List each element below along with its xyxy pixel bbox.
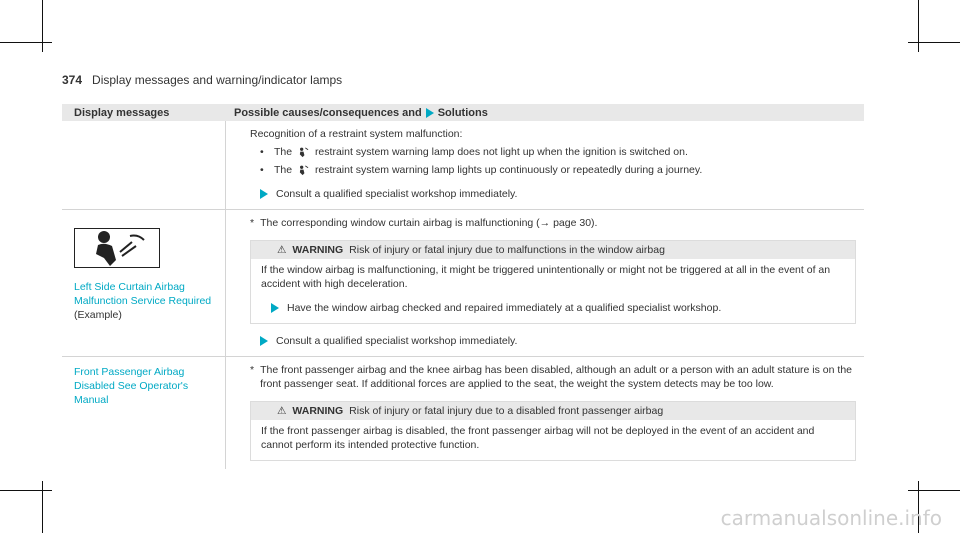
col-header-causes: Possible causes/consequences and Solutions bbox=[234, 106, 488, 119]
page-title: Display messages and warning/indicator lamps bbox=[92, 73, 343, 87]
crop-mark bbox=[0, 490, 52, 491]
play-arrow-icon bbox=[271, 303, 279, 313]
list-item: • The restraint system warning lamp does not light up when the ignition is switched on. bbox=[260, 146, 688, 158]
crop-mark bbox=[908, 490, 960, 491]
page-header bbox=[62, 73, 342, 87]
row3-message: Front Passenger Airbag Disabled See Operator's Manual bbox=[74, 366, 189, 406]
play-arrow-icon bbox=[260, 189, 268, 199]
curtain-airbag-icon bbox=[74, 228, 160, 268]
airbag-warning-icon bbox=[298, 147, 309, 158]
row2-message: Left Side Curtain Airbag Malfunction Service Required (Example) bbox=[74, 281, 212, 321]
action-step: Have the window airbag checked and repaired immediately at a qualified specialist workshop. bbox=[271, 301, 847, 315]
table-row bbox=[62, 121, 864, 210]
play-arrow-icon bbox=[260, 336, 268, 346]
table-row: Left Side Curtain Airbag Malfunction Service Required (Example) * The corresponding window curtain airbag is malfunctioning (→ page 30). ⚠ WARNING Risk of injury or fatal injury due to malfunctions in the window airbag If the window airbag is malfunctioning, it might be triggered unintentionally or might not be triggered at all in the event of an accident with high deceleration. Have the window airbag checked and repaired immediately at a qualified specialist workshop. Consult a qualified specialist workshop immediately. bbox=[62, 210, 864, 357]
page-number: 374 bbox=[62, 73, 83, 87]
warning-box: ⚠ WARNING Risk of injury or fatal injury due to malfunctions in the window airbag If the window airbag is malfunctioning, it might be triggered unintentionally or might not be triggered at all in the event of an accident with high deceleration. Have the window airbag checked and repaired immediately at a qualified specialist workshop. bbox=[250, 240, 856, 324]
action-step: Consult a qualified specialist workshop immediately. bbox=[260, 334, 856, 348]
crop-mark bbox=[0, 42, 52, 43]
col-header-messages: Display messages bbox=[74, 106, 170, 119]
row2-cause: The corresponding window curtain airbag is malfunctioning (→ page 30). bbox=[260, 217, 598, 229]
warning-box: ⚠ WARNING Risk of injury or fatal injury due to a disabled front passenger airbag If the front passenger airbag is disabled, the front passenger airbag will not be deployed in the event of an accident and cannot perform its intended protective function. bbox=[250, 401, 856, 461]
row1-intro: Recognition of a restraint system malfunction: bbox=[250, 128, 463, 140]
warning-triangle-icon: ⚠ bbox=[277, 244, 287, 256]
messages-table bbox=[62, 104, 864, 469]
table-row: Front Passenger Airbag Disabled See Operator's Manual * The front passenger airbag and the knee airbag has been disabled, although an adult or a person with an adult stature is on the front passenger seat. If additional forces are applied to the seat, the weight the system detects may be too low. ⚠ WARNING Risk of injury or fatal injury due to a disabled front passenger airbag If the front passenger airbag is disabled, the front passenger airbag will not be deployed in the event of an accident and cannot perform its intended protective function. bbox=[62, 357, 864, 469]
play-arrow-icon bbox=[426, 108, 434, 118]
airbag-warning-icon bbox=[298, 165, 309, 176]
crop-mark bbox=[908, 42, 960, 43]
table-header bbox=[62, 104, 864, 121]
crop-mark bbox=[42, 0, 43, 52]
watermark: carmanualsonline.info bbox=[720, 506, 942, 530]
action-step: Consult a qualified specialist workshop immediately. bbox=[260, 187, 856, 201]
row3-cause: The front passenger airbag and the knee airbag has been disabled, although an adult or a person with an adult stature is on the front passenger seat. If additional forces are applied to the seat, the weight the system detects may be too low. bbox=[260, 364, 853, 390]
warning-triangle-icon: ⚠ bbox=[277, 405, 287, 417]
list-item: • The restraint system warning lamp lights up continuously or repeatedly during a journey. bbox=[260, 164, 703, 176]
crop-mark bbox=[918, 0, 919, 52]
crop-mark bbox=[42, 481, 43, 533]
